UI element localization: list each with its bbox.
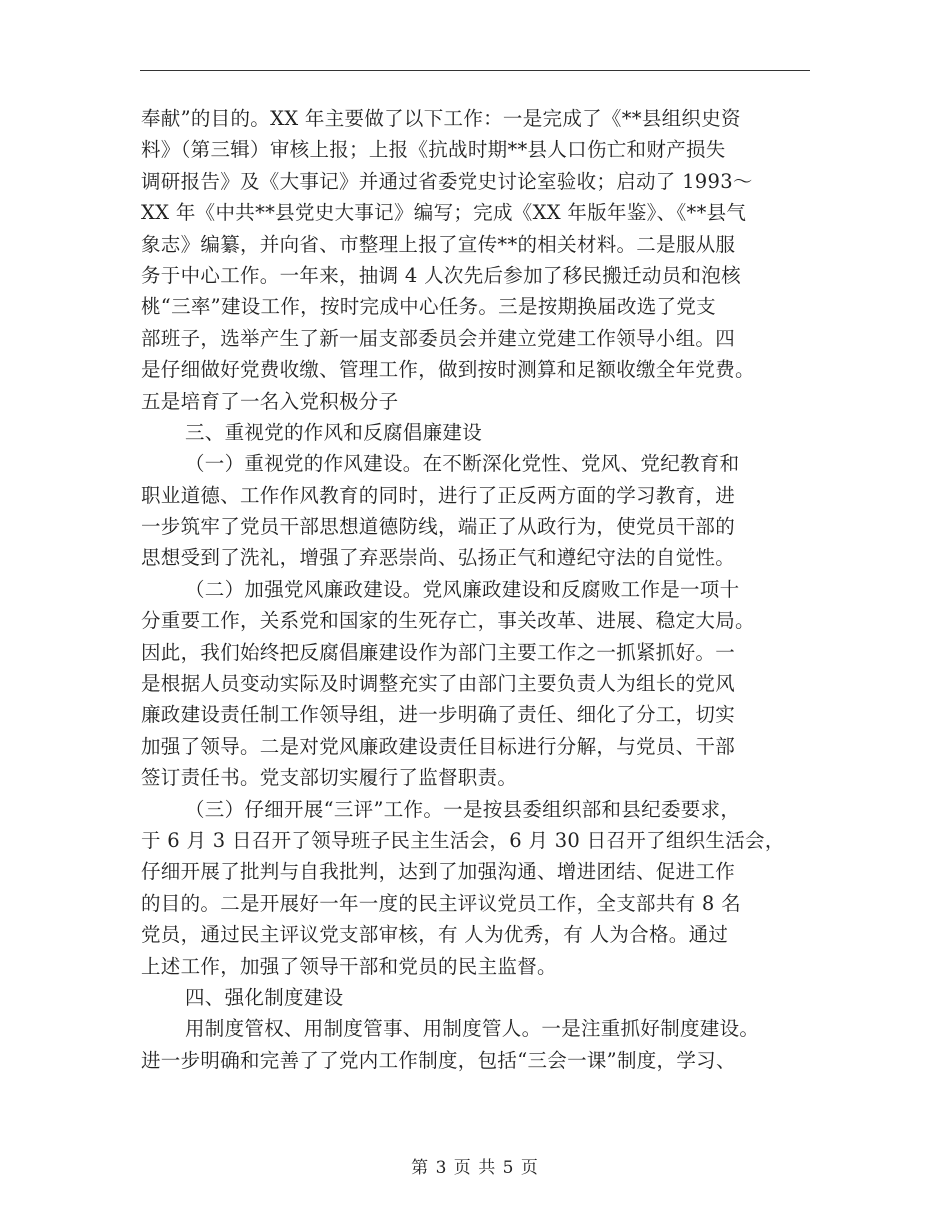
text-line: 上述工作，加强了领导干部和党员的民主监督。 <box>141 954 557 978</box>
text-line: 签订责任书。党支部切实履行了监督职责。 <box>141 766 518 790</box>
text-line: 一步筑牢了党员干部思想道德防线，端正了从政行为，使党员干部的 <box>141 515 736 539</box>
text-line: （三）仔细开展“三评”工作。一是按县委组织部和县纪委要求， <box>185 797 741 821</box>
text-line: 党员，通过民主评议党支部审核，有 人为优秀，有 人为合格。通过 <box>141 923 729 947</box>
text-line: 职业道德、工作作风教育的同时，进行了正反两方面的学习教育，进 <box>141 483 736 507</box>
text-line: 用制度管权、用制度管事、用制度管人。一是注重抓好制度建设。 <box>185 1017 760 1041</box>
text-line: 务于中心工作。一年来，抽调 4 人次先后参加了移民搬迁动员和泡核 <box>141 263 741 287</box>
text-line: 思想受到了洗礼，增强了弃恶崇尚、弘扬正气和遵纪守法的自觉性。 <box>141 546 736 570</box>
text-line: （二）加强党风廉政建设。党风廉政建设和反腐败工作是一项十 <box>185 577 740 601</box>
text-line: 奉献”的目的。XX 年主要做了以下工作：一是完成了《**县组织史资 <box>141 107 741 130</box>
text-line: 桃“三率”建设工作，按时完成中心任务。三是按期换届改选了党支 <box>141 295 716 319</box>
header-rule <box>140 70 810 71</box>
body-text <box>141 103 813 1076</box>
text-line: 五是培育了一名入党积极分子 <box>141 389 399 413</box>
text-line: 是根据人员变动实际及时调整充实了由部门主要负责人为组长的党风 <box>141 672 736 696</box>
text-line: 调研报告》及《大事记》并通过省委党史讨论室验收；启动了 1993～ <box>141 169 753 193</box>
text-line: 加强了领导。二是对党风廉政建设责任目标进行分解，与党员、干部 <box>141 734 736 758</box>
text-line: 进一步明确和完善了了党内工作制度，包括“三会一课”制度，学习、 <box>141 1048 736 1072</box>
text-line: 是仔细做好党费收缴、管理工作，做到按时测算和足额收缴全年党费。 <box>141 358 755 382</box>
text-line: 仔细开展了批判与自我批判，达到了加强沟通、增进团结、促进工作 <box>141 860 736 884</box>
page-footer: 第 3 页 共 5 页 <box>411 1158 539 1178</box>
text-line: 廉政建设责任制工作领导组，进一步明确了责任、细化了分工，切实 <box>141 703 736 727</box>
text-line: 四、强化制度建设 <box>185 985 344 1009</box>
text-line: 因此，我们始终把反腐倡廉建设作为部门主要工作之一抓紧抓好。一 <box>141 640 736 664</box>
text-line: 分重要工作，关系党和国家的生死存亡，事关改革、进展、稳定大局。 <box>141 609 755 633</box>
text-line: 三、重视党的作风和反腐倡廉建设 <box>185 420 483 444</box>
text-line: 的目的。二是开展好一年一度的民主评议党员工作，全支部共有 8 名 <box>141 891 741 915</box>
text-line: 料》（第三辑）审核上报；上报《抗战时期**县人口伤亡和财产损失 <box>141 138 726 162</box>
text-line: （一）重视党的作风建设。在不断深化党性、党风、党纪教育和 <box>185 452 740 476</box>
text-line: 象志》编纂，并向省、市整理上报了宣传**的相关材料。二是服从服 <box>141 232 736 256</box>
text-line: 部班子，选举产生了新一届支部委员会并建立党建工作领导小组。四 <box>141 326 736 350</box>
text-line: XX 年《中共**县党史大事记》编写；完成《XX 年版年鉴》、《**县气 <box>141 201 747 225</box>
text-line: 于 6 月 3 日召开了领导班子民主生活会，6 月 30 日召开了组织生活会， <box>141 828 785 852</box>
